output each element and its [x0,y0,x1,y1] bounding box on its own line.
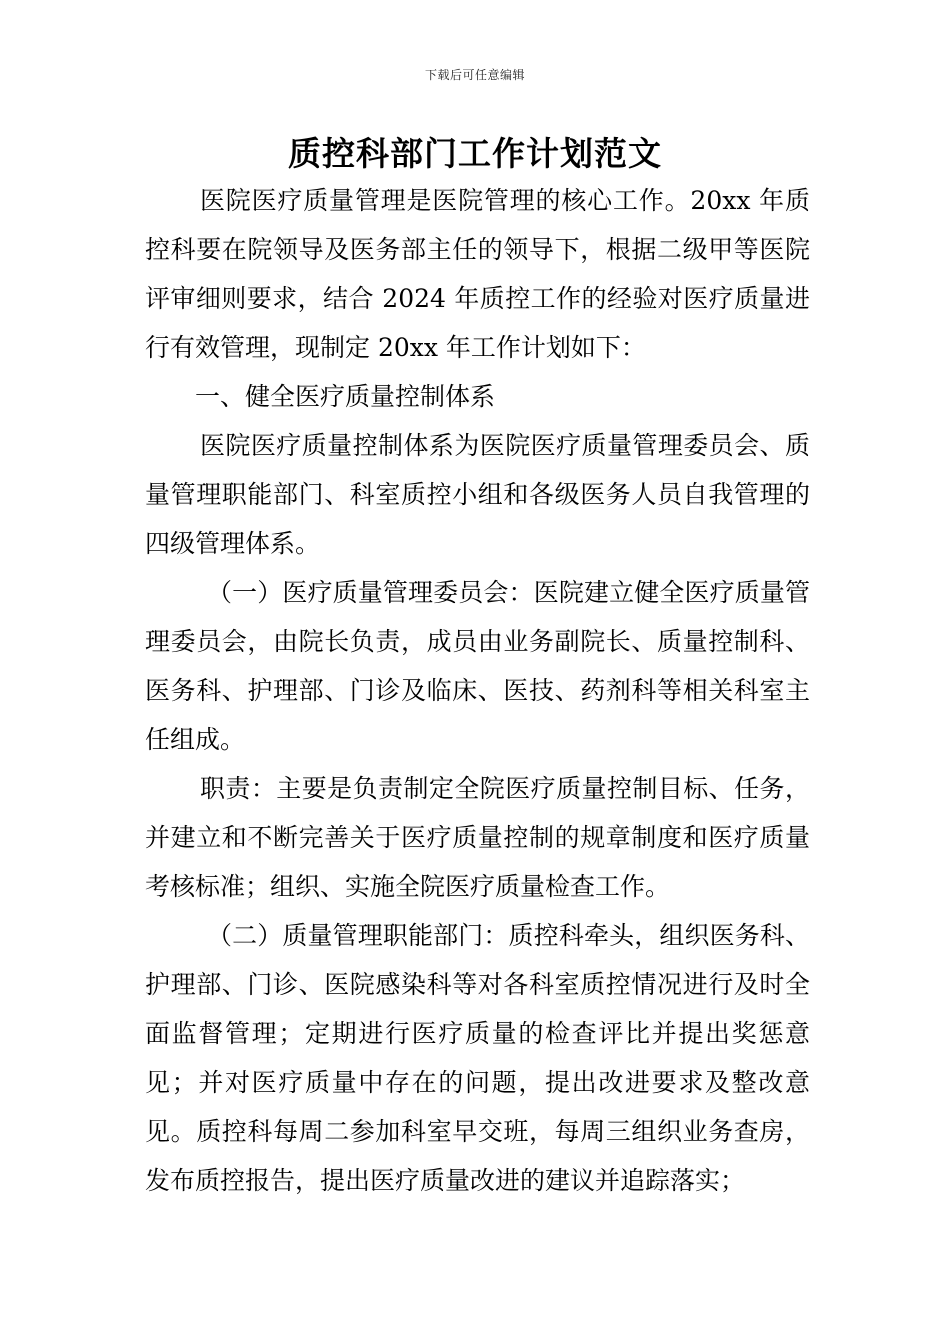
header-note: 下载后可任意编辑 [424,68,525,82]
section-heading-1: 一、健全医疗质量控制体系 [195,382,496,411]
document-title: 质控科部门工作计划范文 [288,134,662,173]
paragraph-intro: 医院医疗质量管理是医院管理的核心工作。20xx 年质控科要在院领导及医务部主任的领导下，根据二级甲等医院评审细则要求，结合 2024 年质控工作的经验对医疗质量进行有效管理，现制定 20xx 年工作计划如下： [145,186,810,362]
document-body [145,176,810,1205]
paragraph-system: 医院医疗质量控制体系为医院医疗质量管理委员会、质量管理职能部门、科室质控小组和各级医务人员自我管理的四级管理体系。 [145,431,810,558]
paragraph-duties: 职责：主要是负责制定全院医疗质量控制目标、任务，并建立和不断完善关于医疗质量控制的规章制度和医疗质量考核标准；组织、实施全院医疗质量检查工作。 [145,774,810,901]
paragraph-committee: （一）医疗质量管理委员会：医院建立健全医疗质量管理委员会，由院长负责，成员由业务副院长、质量控制科、医务科、护理部、门诊及临床、医技、药剂科等相关科室主任组成。 [145,578,810,754]
paragraph-functional-dept: （二）质量管理职能部门：质控科牵头，组织医务科、护理部、门诊、医院感染科等对各科室质控情况进行及时全面监督管理；定期进行医疗质量的检查评比并提出奖惩意见；并对医疗质量中存在的问题，提出改进要求及整改意见。质控科每周二参加科室早交班，每周三组织业务查房，发布质控报告，提出医疗质量改进的建议并追踪落实； [145,921,810,1195]
